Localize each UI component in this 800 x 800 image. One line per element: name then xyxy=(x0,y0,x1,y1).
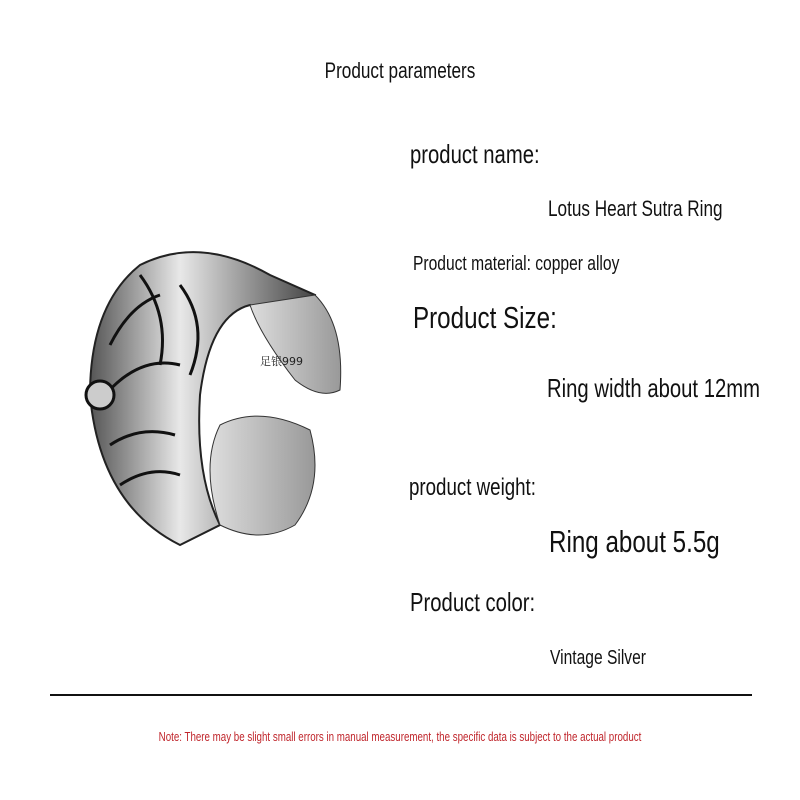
product-material: Product material: copper alloy xyxy=(413,253,620,275)
measurement-note: Note: There may be slight small errors in manual measurement, the specific data is subject to the actual product xyxy=(158,730,642,744)
ring-product-image xyxy=(80,225,360,555)
product-color-label: Product color: xyxy=(410,587,536,617)
product-size-value: Ring width about 12mm xyxy=(547,373,761,403)
page-title: Product parameters xyxy=(324,58,476,83)
ring-engraving: 足银999 xyxy=(260,355,303,368)
product-weight-label: product weight: xyxy=(409,474,536,501)
divider xyxy=(50,694,752,696)
product-size-label: Product Size: xyxy=(413,300,557,335)
product-weight-value: Ring about 5.5g xyxy=(549,524,720,559)
product-name-value: Lotus Heart Sutra Ring xyxy=(548,196,723,221)
product-name-label: product name: xyxy=(410,139,540,169)
product-color-value: Vintage Silver xyxy=(550,647,646,669)
